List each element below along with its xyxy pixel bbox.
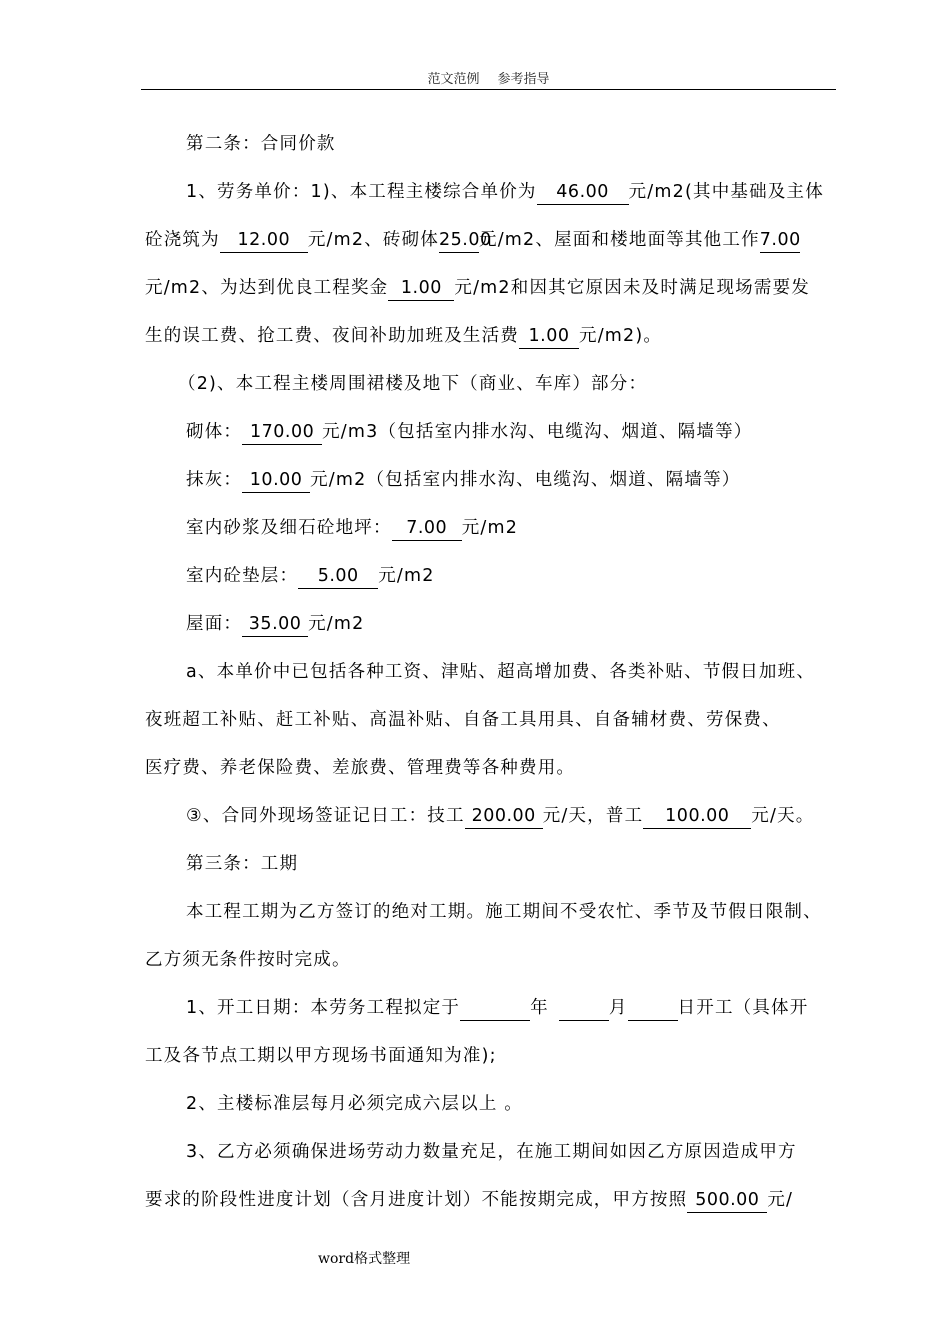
text: 砼浇筑为 (145, 230, 220, 250)
filled-value: 7.00 (760, 228, 800, 253)
filled-value: 25.00 (439, 228, 479, 253)
paragraph-line: 3、乙方必须确保进场劳动力数量充足，在施工期间如因乙方原因造成甲方 (186, 1142, 797, 1162)
paragraph-line (186, 176, 846, 208)
filled-value: 1.00 (519, 324, 579, 349)
section-title-schedule: 第三条：工期 (186, 854, 299, 874)
paragraph-line (145, 1184, 845, 1216)
page-footer: word格式整理 (318, 1251, 411, 1267)
paragraph-line: 本工程工期为乙方签订的绝对工期。施工期间不受农忙、季节及节假日限制、 (186, 902, 822, 922)
text: 元/m2、砖砌体 (307, 230, 439, 250)
filled-value: 46.00 (537, 180, 629, 205)
paragraph-line: 夜班超工补贴、赶工补贴、高温补贴、自备工具用具、自备辅材费、劳保费、 (145, 710, 781, 730)
text: 室内砂浆及细石砼地坪： (186, 518, 392, 538)
text: 要求的阶段性进度计划（含月进度计划）不能按期完成，甲方按照 (145, 1190, 688, 1210)
paragraph-line: 医疗费、养老保险费、差旅费、管理费等各种费用。 (145, 758, 576, 778)
paragraph-line (186, 608, 846, 640)
paragraph-line (145, 224, 845, 256)
blank-month-field (559, 996, 609, 1021)
filled-value: 35.00 (242, 612, 308, 637)
section-title-price: 第二条：合同价款 (186, 134, 336, 154)
text: 室内砼垫层： (186, 566, 299, 586)
text: 元/ (767, 1190, 794, 1210)
text: 1、劳务单价：1)、本工程主楼综合单价为 (186, 182, 537, 202)
text: 元/m2 (308, 614, 365, 634)
filled-value: 100.00 (643, 804, 751, 829)
text: 元/m2、屋面和楼地面等其他工作 (479, 230, 760, 250)
text: 生的误工费、抢工费、夜间补助加班及生活费 (145, 326, 519, 346)
blank-day-field (628, 996, 678, 1021)
paragraph-line (186, 800, 846, 832)
filled-value: 10.00 (242, 468, 310, 493)
filled-value: 200.00 (465, 804, 543, 829)
paragraph-line: 工及各节点工期以甲方现场书面通知为准); (145, 1046, 497, 1066)
text: 元/天，普工 (542, 806, 644, 826)
paragraph-line (186, 992, 846, 1024)
paragraph-line (186, 560, 846, 592)
text: 元/m3（包括室内排水沟、电缆沟、烟道、隔墙等） (322, 422, 753, 442)
paragraph-line (145, 320, 845, 352)
text: ③、合同外现场签证记日工：技工 (186, 806, 465, 826)
text: 元/m2和因其它原因未及时满足现场需要发 (454, 278, 810, 298)
text: 元/m2（包括室内排水沟、电缆沟、烟道、隔墙等） (310, 470, 741, 490)
paragraph-line (186, 416, 846, 448)
filled-value: 500.00 (687, 1188, 767, 1213)
filled-value: 12.00 (220, 228, 308, 253)
filled-value: 170.00 (242, 420, 322, 445)
text: 元/m2 (461, 518, 519, 538)
text: 年 (530, 998, 549, 1018)
text: 元/m2、为达到优良工程奖金 (145, 278, 389, 298)
paragraph-line: 2、主楼标准层每月必须完成六层以上 。 (186, 1094, 523, 1114)
header-right-text: 参考指导 (497, 72, 550, 87)
text: 元/m2 (378, 566, 435, 586)
header-left-text: 范文范例 (427, 72, 480, 87)
text: 抹灰： (186, 470, 243, 490)
text: 1、开工日期：本劳务工程拟定于 (186, 998, 461, 1018)
page-header (141, 70, 836, 90)
text: 砌体： (186, 422, 243, 442)
paragraph-line (145, 272, 845, 304)
filled-value: 5.00 (298, 564, 378, 589)
text: 月 (608, 998, 628, 1018)
paragraph-line (186, 464, 846, 496)
paragraph-line: a、本单价中已包括各种工资、津贴、超高增加费、各类补贴、节假日加班、 (186, 662, 816, 682)
text: 元/m2(其中基础及主体 (628, 182, 824, 202)
filled-value: 7.00 (392, 516, 462, 541)
text: 元/m2)。 (579, 326, 663, 346)
blank-year-field (460, 996, 530, 1021)
text: 元/天。 (751, 806, 815, 826)
paragraph-line: （2)、本工程主楼周围裙楼及地下（商业、车库）部分： (178, 374, 648, 394)
text: 屋面： (186, 614, 243, 634)
paragraph-line (186, 512, 846, 544)
text: 日开工（具体开 (677, 998, 809, 1018)
paragraph-line: 乙方须无条件按时完成。 (145, 950, 351, 970)
filled-value: 1.00 (388, 276, 454, 301)
